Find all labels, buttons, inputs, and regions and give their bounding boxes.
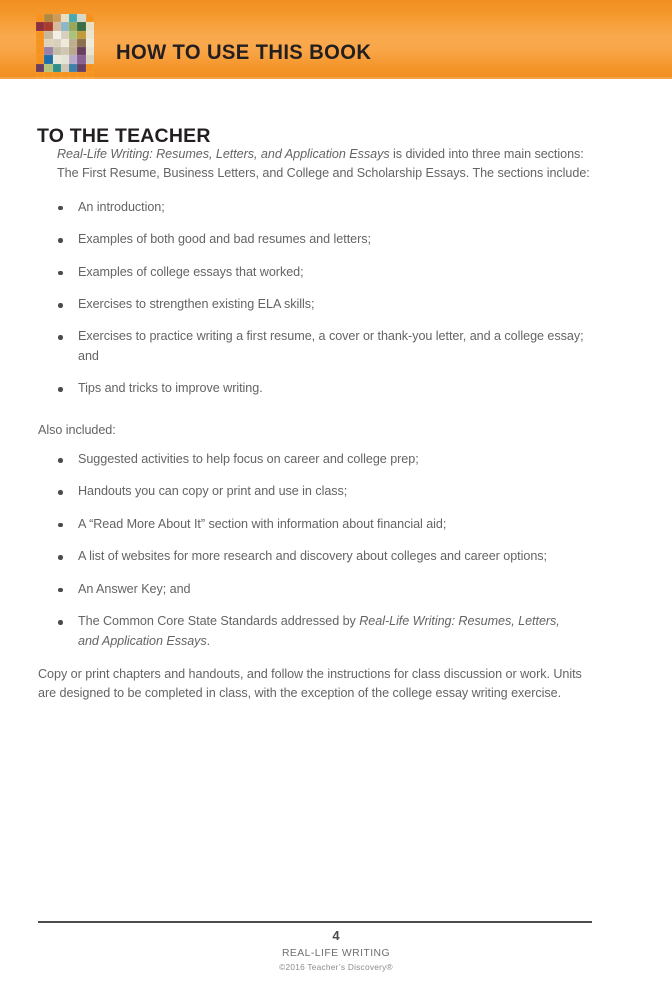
content-area <box>0 145 672 704</box>
logo-tile-18 <box>69 31 77 39</box>
logo-tile-38 <box>61 55 69 63</box>
logo-tile-23 <box>53 39 61 47</box>
page-footer <box>0 928 672 973</box>
page-header-title: HOW TO USE THIS BOOK <box>116 40 372 64</box>
list-item: Examples of both good and bad resumes and letters; <box>0 230 672 249</box>
sections-bullet-list <box>0 198 672 399</box>
logo-tile-46 <box>69 64 77 72</box>
logo-tile-11 <box>69 22 77 30</box>
logo-tile-34 <box>86 47 94 55</box>
logo-tile-35 <box>36 55 44 63</box>
logo-tile-42 <box>36 64 44 72</box>
list-item: A “Read More About It” section with information about financial aid; <box>0 515 672 534</box>
logo-tile-47 <box>77 64 85 72</box>
logo-tile-12 <box>77 22 85 30</box>
logo-tile-26 <box>77 39 85 47</box>
logo-tile-36 <box>44 55 52 63</box>
footer-copyright: ©2016 Teacher’s Discovery® <box>279 962 393 972</box>
logo-tile-8 <box>44 22 52 30</box>
list-item: A list of websites for more research and discovery about colleges and career options; <box>0 547 672 566</box>
logo-tile-19 <box>77 31 85 39</box>
logo-tile-2 <box>53 14 61 22</box>
footer-page-number: 4 <box>332 928 340 943</box>
list-item: Exercises to strengthen existing ELA skills; <box>0 295 672 314</box>
list-item: An introduction; <box>0 198 672 217</box>
intro-paragraph-rest: is divided into three main sections: The First Resume, Business Letters, and College and Scholarship Essays. The sections include: <box>57 147 590 181</box>
logo-tile-51 <box>53 72 61 79</box>
section-heading: TO THE TEACHER <box>37 125 211 148</box>
logo-tile-20 <box>86 31 94 39</box>
logo-tile-7 <box>36 22 44 30</box>
logo-tile-45 <box>61 64 69 72</box>
logo-tile-28 <box>36 47 44 55</box>
logo-tile-5 <box>77 14 85 22</box>
also-included-label: Also included: <box>38 422 116 437</box>
logo-tile-49 <box>36 72 44 79</box>
list-item: Examples of college essays that worked; <box>0 263 672 282</box>
logo-tile-32 <box>69 47 77 55</box>
logo-tile-37 <box>53 55 61 63</box>
logo-tile-21 <box>36 39 44 47</box>
logo-tile-1 <box>44 14 52 22</box>
logo-tile-40 <box>77 55 85 63</box>
logo-tile-54 <box>77 72 85 79</box>
list-item: An Answer Key; and <box>0 580 672 599</box>
logo-tile-3 <box>61 14 69 22</box>
logo-tile-43 <box>44 64 52 72</box>
logo-tile-33 <box>77 47 85 55</box>
logo-tile-39 <box>69 55 77 63</box>
list-item: Handouts you can copy or print and use in class; <box>0 482 672 501</box>
mosaic-squares-logo <box>36 14 94 79</box>
book-title-italic: Real-Life Writing: Resumes, Letters, and Application Essays <box>57 147 390 161</box>
logo-tile-16 <box>53 31 61 39</box>
footer-divider-rule <box>38 921 592 923</box>
intro-paragraph <box>0 145 672 184</box>
logo-tile-25 <box>69 39 77 47</box>
list-item-common-core <box>0 612 672 651</box>
logo-tile-31 <box>61 47 69 55</box>
list-item: Tips and tricks to improve writing. <box>0 379 672 398</box>
closing-paragraph: Copy or print chapters and handouts, and follow the instructions for class discussion or work. Units are designed to be completed in class, with the exception of the college essay writing exercise. <box>38 666 582 701</box>
logo-tile-55 <box>86 72 94 79</box>
logo-tile-22 <box>44 39 52 47</box>
logo-tile-30 <box>53 47 61 55</box>
logo-tile-6 <box>86 14 94 22</box>
common-core-tail: . <box>206 633 211 648</box>
logo-tile-10 <box>61 22 69 30</box>
page-header-banner <box>0 0 672 79</box>
list-item: Exercises to practice writing a first resume, a cover or thank-you letter, and a college essay; and <box>0 327 672 366</box>
logo-tile-27 <box>86 39 94 47</box>
logo-tile-15 <box>44 31 52 39</box>
logo-tile-44 <box>53 64 61 72</box>
logo-tile-24 <box>61 39 69 47</box>
footer-book-title: REAL-LIFE WRITING <box>281 948 391 959</box>
also-included-bullet-list <box>0 450 672 651</box>
logo-tile-14 <box>36 31 44 39</box>
logo-tile-53 <box>69 72 77 79</box>
logo-tile-9 <box>53 22 61 30</box>
logo-tile-0 <box>36 14 44 22</box>
logo-tile-41 <box>86 55 94 63</box>
logo-tile-48 <box>86 64 94 72</box>
list-item: Suggested activities to help focus on career and college prep; <box>0 450 672 469</box>
logo-tile-13 <box>86 22 94 30</box>
logo-tile-4 <box>69 14 77 22</box>
logo-tile-17 <box>61 31 69 39</box>
logo-tile-52 <box>61 72 69 79</box>
book-title-italic-2: Real-Life Writing: Resumes, Letters, and Application Essays <box>78 614 560 648</box>
logo-tile-29 <box>44 47 52 55</box>
logo-tile-50 <box>44 72 52 79</box>
common-core-lead: The Common Core State Standards addressed by <box>78 614 360 629</box>
